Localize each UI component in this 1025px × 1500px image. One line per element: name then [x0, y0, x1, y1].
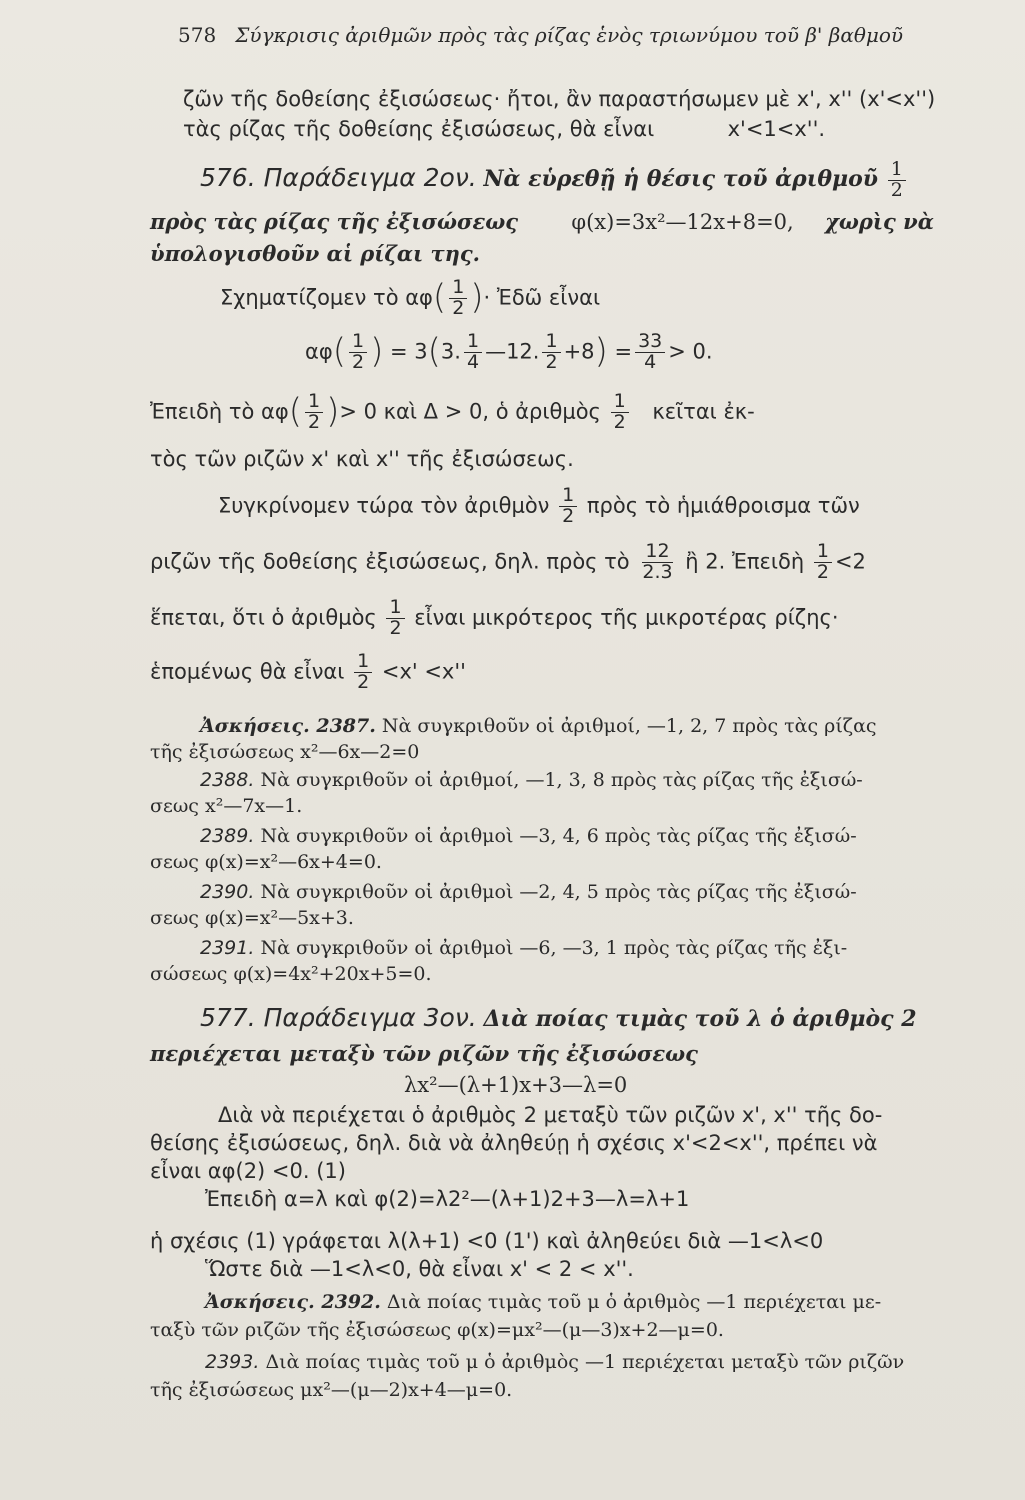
frac-num: 1	[349, 332, 367, 353]
text: εἶναι μικρότερος τῆς μικροτέρας ρίζης·	[414, 605, 839, 630]
section-title: Νὰ εὑρεθῇ ἡ θέσις τοῦ ἀριθμοῦ	[483, 165, 879, 192]
frac-num: 33	[635, 332, 665, 353]
p577-line-3: εἶναι αφ(2) <0. (1)	[150, 1159, 346, 1183]
text: κεῖται ἐκ-	[652, 399, 755, 424]
fraction-one-half	[888, 160, 906, 201]
p577-line-2: θείσης ἐξισώσεως, δηλ. διὰ νὰ ἀληθεύῃ ἡ σχέσις x'<2<x'', πρέπει νὰ	[150, 1131, 878, 1155]
fraction	[305, 392, 323, 433]
example-576-line-3: ὑπολογισθοῦν αἱ ρίζαι της.	[150, 241, 480, 266]
exercise-2388-cont: σεως x²—7x—1.	[150, 795, 303, 817]
fraction	[449, 278, 467, 319]
since-line: Ἐπειδὴ τὸ αφ( $\frac{1}{2}$ )> 0 καὶ Δ > 0, ὁ ἀριθμὸς $\frac{1}{2}$ κεῖται ἐκ-	[150, 390, 755, 433]
exercise-2388	[200, 770, 863, 791]
fraction	[386, 598, 404, 639]
example-577-equation: λx²—(λ+1)x+3—λ=0	[404, 1073, 628, 1097]
therefore-line	[150, 652, 466, 693]
fraction	[635, 332, 665, 373]
exercise-text: Νὰ συγκριθοῦν οἱ ἀριθμοὶ —3, 4, 6 πρὸς τὰς ρίζας τῆς ἐξισώ-	[260, 825, 857, 847]
text: ἕπεται, ὅτι ὁ ἀριθμὸς	[150, 605, 377, 630]
text: —12.	[485, 339, 540, 364]
follows-line	[150, 598, 839, 639]
fraction	[814, 542, 832, 583]
exercise-2387	[200, 716, 877, 737]
frac-num: 1	[611, 392, 629, 413]
frac-den: 2	[545, 350, 558, 373]
fraction	[354, 652, 372, 693]
intro-line-1: ζῶν τῆς δοθείσης ἐξισώσεως· ἤτοι, ἂν παραστήσωμεν μὲ x', x'' (x'<x'')	[183, 87, 936, 111]
example-576-line-2	[150, 210, 934, 234]
exercise-text: Νὰ συγκριθοῦν οἱ ἀριθμοί, —1, 3, 8 πρὸς τὰς ρίζας τῆς ἐξισώ-	[260, 769, 863, 791]
frac-num: 1	[814, 542, 832, 563]
frac-num: 1	[888, 160, 906, 181]
exercise-text: Νὰ συγκριθοῦν οἱ ἀριθμοί, —1, 2, 7 πρὸς τὰς ρίζας	[381, 715, 877, 737]
fraction	[639, 542, 675, 583]
frac-den: 4	[466, 350, 480, 373]
text: = 3	[390, 339, 428, 364]
frac-den: 2	[308, 410, 321, 433]
section-number: 576. Παράδειγμα 2ον.	[200, 162, 477, 192]
text: > 0 καὶ Δ > 0, ὁ ἀριθμὸς	[339, 399, 601, 424]
frac-den: 2	[389, 616, 402, 639]
form-line: Σχηματίζομεν τὸ αφ( $\frac{1}{2}$ )· Ἐδῶ εἶναι	[220, 276, 601, 319]
text: ριζῶν τῆς δοθείσης ἐξισώσεως, δηλ. πρὸς τὸ	[150, 549, 630, 574]
exercise-number: Ἀσκήσεις. 2392.	[205, 1291, 381, 1313]
exercise-number: 2393.	[205, 1351, 260, 1373]
fraction	[542, 332, 560, 373]
frac-den: 2	[816, 560, 829, 583]
frac-den: 2	[351, 350, 365, 373]
frac-num: 1	[559, 486, 577, 507]
frac-den: 2	[613, 410, 626, 433]
exercise-text: Διὰ ποίας τιμὰς τοῦ μ ὁ ἀριθμὸς —1 περιέχεται με-	[386, 1291, 882, 1313]
section-title: Διὰ ποίας τιμὰς τοῦ λ ὁ ἀριθμὸς 2	[483, 1006, 917, 1032]
exercise-2389-cont: σεως φ(x)=x²—6x+4=0.	[150, 851, 382, 873]
p577-line-5: ἡ σχέσις (1) γράφεται λ(λ+1) <0 (1') καὶ ἀληθεύει διὰ —1<λ<0	[150, 1229, 824, 1253]
frac-den: 2	[562, 504, 575, 527]
exercise-2390-cont: σεως φ(x)=x²—5x+3.	[150, 907, 354, 929]
frac-den: 4	[644, 350, 657, 373]
exercise-number: 2388.	[200, 769, 255, 791]
text: =	[614, 339, 633, 364]
p577-line-4: Ἐπειδὴ α=λ καὶ φ(2)=λ2²—(λ+1)2+3—λ=λ+1	[205, 1187, 690, 1211]
frac-den: 2	[890, 178, 903, 201]
compare-line	[218, 486, 860, 527]
exercise-2390	[200, 882, 857, 903]
outside-line: τὸς τῶν ριζῶν x' καὶ x'' τῆς ἐξισώσεως.	[150, 447, 574, 471]
text: <x' <x''	[381, 659, 466, 684]
exercise-number: 2390.	[200, 881, 255, 903]
text: Ἐπειδὴ τὸ αφ	[150, 399, 289, 424]
text: <2	[834, 549, 866, 574]
p577-line-6: Ὥστε διὰ —1<λ<0, θὰ εἶναι x' < 2 < x''.	[205, 1257, 634, 1281]
text: πρὸς τὸ ἡμιάθροισμα τῶν	[586, 493, 860, 518]
frac-den: 2	[452, 296, 465, 319]
frac-num: 1	[305, 392, 323, 413]
fraction	[559, 486, 577, 527]
exercise-2392-cont: ταξὺ τῶν ριζῶν τῆς ἐξισώσεως φ(x)=μx²—(μ—3)x+2—μ=0.	[150, 1319, 724, 1341]
calculation-line: αφ( $\frac{1}{2}$ ) = 3(3. $\frac{1}{4}$ —12. $\frac{1}{2}$ +8) = $\frac{33}{4}$ > 0.	[305, 330, 713, 373]
exercise-2393-cont: τῆς ἐξισώσεως μx²—(μ—2)x+4—μ=0.	[150, 1379, 513, 1401]
example-577-heading	[200, 1004, 917, 1032]
intro-inequality: x'<1<x''.	[727, 117, 826, 141]
exercise-number: 2389.	[200, 825, 255, 847]
equation: φ(x)=3x²—12x+8=0,	[571, 210, 794, 234]
exercise-2387-cont: τῆς ἐξισώσεως x²—6x—2=0	[150, 741, 420, 763]
text: Συγκρίνομεν τώρα τὸν ἀριθμὸν	[218, 493, 550, 518]
running-header	[178, 24, 903, 46]
exercise-number: 2391.	[200, 937, 255, 959]
exercise-text: Διὰ ποίας τιμὰς τοῦ μ ὁ ἀριθμὸς —1 περιέχεται μεταξὺ τῶν ριζῶν	[265, 1351, 905, 1373]
text: +8	[563, 339, 595, 364]
p577-line-1: Διὰ νὰ περιέχεται ὁ ἀριθμὸς 2 μεταξὺ τῶν ριζῶν x', x'' τῆς δο-	[218, 1103, 883, 1127]
text: αφ	[305, 339, 333, 364]
exercise-2391-cont: σώσεως φ(x)=4x²+20x+5=0.	[150, 963, 432, 985]
fraction	[349, 332, 367, 373]
text: · Ἐδῶ εἶναι	[483, 285, 601, 310]
frac-den: 2	[357, 670, 370, 693]
exercise-2393	[205, 1352, 904, 1373]
exercise-2391	[200, 938, 847, 959]
exercise-number: Ἀσκήσεις. 2387.	[200, 715, 376, 737]
text: ἢ 2. Ἐπειδὴ	[685, 549, 805, 574]
roots-line	[150, 542, 866, 583]
frac-den: 2.3	[642, 560, 673, 583]
intro-line-2	[183, 118, 825, 141]
exercise-2389	[200, 826, 857, 847]
text: χωρὶς νὰ	[825, 209, 934, 234]
text: πρὸς τὰς ρίζας τῆς ἐξισώσεως	[150, 209, 519, 234]
frac-num: 1	[354, 652, 372, 673]
text: 3.	[440, 339, 461, 364]
exercise-2392	[205, 1292, 881, 1313]
text: > 0.	[668, 339, 713, 364]
text: Σχηματίζομεν τὸ αφ	[220, 285, 433, 310]
example-577-heading-cont: περιέχεται μεταξὺ τῶν ριζῶν τῆς ἐξισώσεως	[150, 1041, 698, 1066]
frac-num: 1	[386, 598, 404, 619]
text: ἑπομένως θὰ εἶναι	[150, 659, 345, 684]
page-number: 578	[178, 23, 217, 47]
frac-num: 1	[542, 332, 560, 353]
running-title: Σύγκρισις ἀριθμῶν πρὸς τὰς ρίζας ἑνὸς τριωνύμου τοῦ β' βαθμοῦ	[235, 23, 904, 47]
exercise-text: Νὰ συγκριθοῦν οἱ ἀριθμοὶ —2, 4, 5 πρὸς τὰς ρίζας τῆς ἐξισώ-	[260, 881, 857, 903]
exercise-text: Νὰ συγκριθοῦν οἱ ἀριθμοὶ —6, —3, 1 πρὸς τὰς ρίζας τῆς ἐξι-	[260, 937, 848, 959]
section-number: 577. Παράδειγμα 3ον.	[200, 1003, 477, 1032]
fraction	[611, 392, 629, 433]
frac-num: 12	[642, 542, 672, 563]
example-576-heading	[200, 160, 909, 201]
frac-num: 1	[449, 278, 467, 299]
intro-text: τὰς ρίζας τῆς δοθείσης ἐξισώσεως, θὰ εἶναι	[183, 117, 655, 141]
fraction	[464, 332, 482, 373]
frac-num: 1	[464, 332, 482, 353]
